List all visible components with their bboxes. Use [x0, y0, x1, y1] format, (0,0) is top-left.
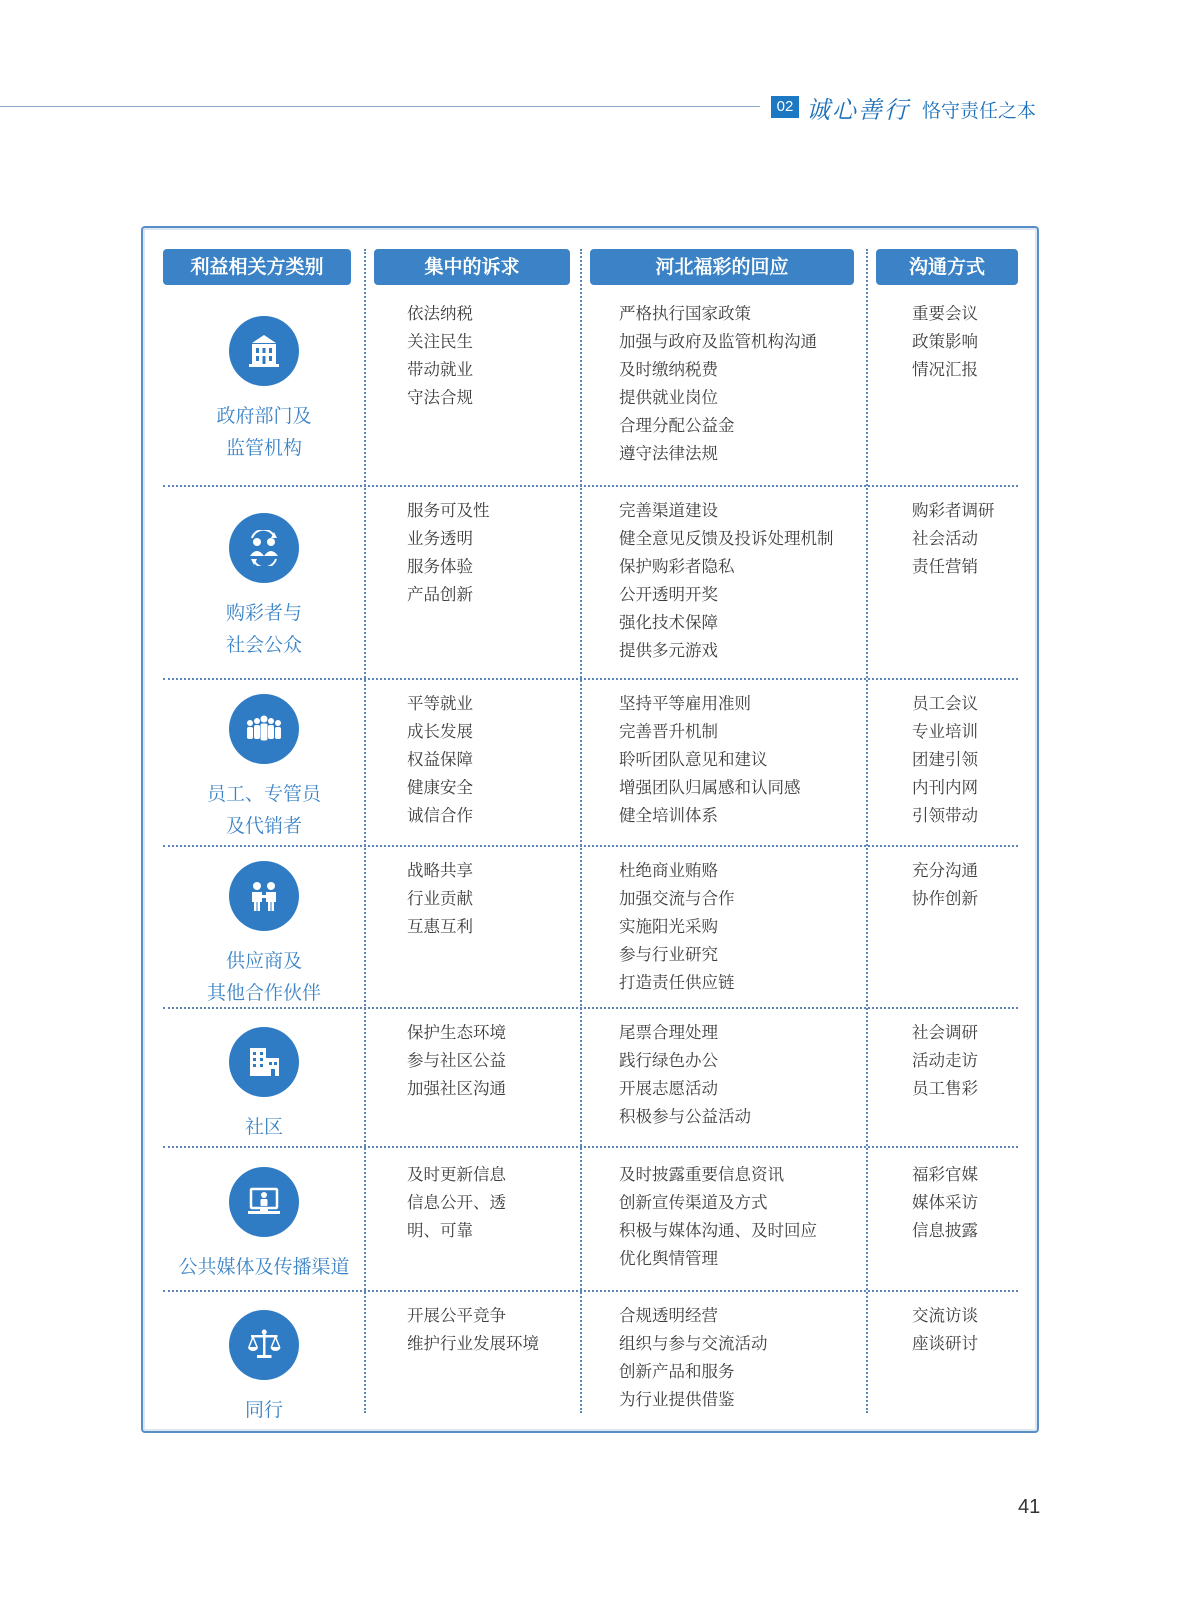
list-item: 保护生态环境 [407, 1023, 506, 1042]
list-item: 健全意见反馈及投诉处理机制 [619, 529, 834, 548]
list-item: 及时更新信息 [407, 1165, 506, 1184]
list-item: 服务可及性 [407, 501, 490, 520]
people-exchange-icon [229, 513, 299, 583]
column-divider [580, 249, 582, 1413]
demands-list [407, 1302, 539, 1358]
list-item: 提供就业岗位 [619, 388, 718, 407]
column-header-category: 利益相关方类别 [163, 249, 351, 285]
communication-list [912, 1019, 978, 1103]
page-number: 41 [1018, 1496, 1041, 1518]
category-name: 员工、专管员 及代销者 [206, 783, 321, 837]
list-item: 引领带动 [912, 806, 978, 825]
list-item: 重要会议 [912, 304, 978, 323]
list-item: 带动就业 [407, 360, 473, 379]
list-item: 互惠互利 [407, 917, 473, 936]
demands-list [407, 497, 490, 609]
category-name: 公共媒体及传播渠道 [178, 1256, 350, 1278]
list-item: 积极与媒体沟通、及时回应 [619, 1221, 817, 1240]
list-item: 平等就业 [407, 694, 473, 713]
list-item: 活动走访 [912, 1051, 978, 1070]
responses-list [619, 690, 801, 830]
list-item: 参与社区公益 [407, 1051, 506, 1070]
communication-list [912, 1302, 978, 1358]
list-item: 尾票合理处理 [619, 1023, 718, 1042]
list-item: 积极参与公益活动 [619, 1107, 751, 1126]
list-item: 社会活动 [912, 529, 978, 548]
column-header-responses: 河北福彩的回应 [590, 249, 854, 285]
category-cell [163, 513, 365, 661]
category-cell [163, 694, 365, 842]
category-name: 供应商及 其他合作伙伴 [206, 950, 321, 1004]
list-item: 权益保障 [407, 750, 473, 769]
list-item: 服务体验 [407, 557, 473, 576]
list-item: 员工会议 [912, 694, 978, 713]
list-item: 政策影响 [912, 332, 978, 351]
list-item: 成长发展 [407, 722, 473, 741]
list-item: 社会调研 [912, 1023, 978, 1042]
responses-list [619, 1161, 817, 1273]
media-presenter-icon [229, 1167, 299, 1237]
communication-list [912, 690, 978, 830]
list-item: 情况汇报 [912, 360, 978, 379]
chapter-number-badge: 02 [771, 96, 799, 118]
list-item: 开展公平竞争 [407, 1306, 506, 1325]
category-cell [163, 1167, 365, 1283]
list-item: 战略共享 [407, 861, 473, 880]
partners-icon [229, 861, 299, 931]
category-name: 同行 [244, 1399, 283, 1421]
category-cell [163, 316, 365, 464]
list-item: 协作创新 [912, 889, 978, 908]
responses-list [619, 857, 735, 997]
list-item: 购彩者调研 [912, 501, 995, 520]
list-item: 健全培训体系 [619, 806, 718, 825]
row-divider [163, 1146, 1018, 1148]
demands-list [407, 300, 473, 412]
list-item: 合规透明经营 [619, 1306, 718, 1325]
list-item: 开展志愿活动 [619, 1079, 718, 1098]
list-item: 为行业提供借鉴 [619, 1390, 735, 1409]
list-item: 完善渠道建设 [619, 501, 718, 520]
demands-list [407, 1019, 506, 1103]
list-item: 维护行业发展环境 [407, 1334, 539, 1353]
column-header-communication: 沟通方式 [876, 249, 1018, 285]
responses-list [619, 300, 817, 468]
list-item: 健康安全 [407, 778, 473, 797]
list-item: 诚信合作 [407, 806, 473, 825]
list-item: 组织与参与交流活动 [619, 1334, 768, 1353]
list-item: 保护购彩者隐私 [619, 557, 735, 576]
column-header-demands: 集中的诉求 [374, 249, 570, 285]
row-divider [163, 678, 1018, 680]
chapter-title: 诚心善行 [806, 96, 910, 124]
demands-list [407, 1161, 506, 1245]
list-item: 及时缴纳税费 [619, 360, 718, 379]
list-item: 坚持平等雇用准则 [619, 694, 751, 713]
row-divider [163, 1290, 1018, 1292]
list-item: 实施阳光采购 [619, 917, 718, 936]
list-item: 创新宣传渠道及方式 [619, 1193, 768, 1212]
list-item: 参与行业研究 [619, 945, 718, 964]
list-item: 员工售彩 [912, 1079, 978, 1098]
list-item: 专业培训 [912, 722, 978, 741]
list-item: 及时披露重要信息资讯 [619, 1165, 784, 1184]
list-item: 遵守法律法规 [619, 444, 718, 463]
header-rule [0, 106, 760, 107]
list-item: 交流访谈 [912, 1306, 978, 1325]
category-cell [163, 1027, 365, 1143]
row-divider [163, 485, 1018, 487]
list-item: 加强社区沟通 [407, 1079, 506, 1098]
list-item: 提供多元游戏 [619, 641, 718, 660]
category-name: 政府部门及 监管机构 [216, 405, 312, 459]
demands-list [407, 690, 473, 830]
list-item: 杜绝商业贿赂 [619, 861, 718, 880]
demands-list [407, 857, 473, 941]
responses-list [619, 497, 834, 665]
list-item: 明、可靠 [407, 1221, 473, 1240]
list-item: 加强交流与合作 [619, 889, 735, 908]
list-item: 践行绿色办公 [619, 1051, 718, 1070]
list-item: 信息披露 [912, 1221, 978, 1240]
list-item: 责任营销 [912, 557, 978, 576]
list-item: 完善晋升机制 [619, 722, 718, 741]
category-name: 购彩者与 社会公众 [225, 602, 302, 656]
balance-scale-icon [229, 1310, 299, 1380]
list-item: 创新产品和服务 [619, 1362, 735, 1381]
list-item: 团建引领 [912, 750, 978, 769]
list-item: 媒体采访 [912, 1193, 978, 1212]
staff-group-icon [229, 694, 299, 764]
list-item: 福彩官媒 [912, 1165, 978, 1184]
list-item: 业务透明 [407, 529, 473, 548]
communication-list [912, 497, 995, 581]
list-item: 合理分配公益金 [619, 416, 735, 435]
list-item: 产品创新 [407, 585, 473, 604]
list-item: 打造责任供应链 [619, 973, 735, 992]
list-item: 座谈研讨 [912, 1334, 978, 1353]
government-building-icon [229, 316, 299, 386]
list-item: 优化舆情管理 [619, 1249, 718, 1268]
list-item: 强化技术保障 [619, 613, 718, 632]
list-item: 内刊内网 [912, 778, 978, 797]
list-item: 充分沟通 [912, 861, 978, 880]
chapter-subtitle: 恪守责任之本 [922, 100, 1037, 122]
category-cell [163, 861, 365, 1009]
communication-list [912, 300, 978, 384]
row-divider [163, 845, 1018, 847]
column-divider [866, 249, 868, 1413]
responses-list [619, 1302, 768, 1414]
list-item: 信息公开、透 [407, 1193, 506, 1212]
list-item: 公开透明开奖 [619, 585, 718, 604]
category-name: 社区 [244, 1116, 283, 1138]
communication-list [912, 1161, 978, 1245]
responses-list [619, 1019, 751, 1131]
list-item: 关注民生 [407, 332, 473, 351]
list-item: 增强团队归属感和认同感 [619, 778, 801, 797]
list-item: 守法合规 [407, 388, 473, 407]
list-item: 行业贡献 [407, 889, 473, 908]
communication-list [912, 857, 978, 913]
list-item: 严格执行国家政策 [619, 304, 751, 323]
community-buildings-icon [229, 1027, 299, 1097]
list-item: 加强与政府及监管机构沟通 [619, 332, 817, 351]
list-item: 依法纳税 [407, 304, 473, 323]
list-item: 聆听团队意见和建议 [619, 750, 768, 769]
category-cell [163, 1310, 365, 1426]
